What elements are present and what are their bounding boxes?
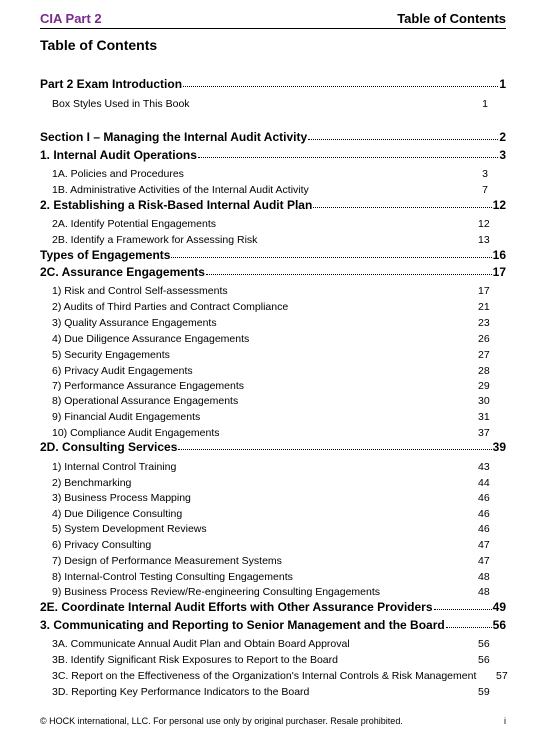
toc-entry-title: 10) Compliance Audit Engagements	[52, 427, 220, 439]
toc-entry[interactable]	[40, 329, 506, 345]
dot-leader	[178, 449, 491, 450]
toc-entry-page: 39	[492, 440, 506, 454]
toc-entry-title: 2E. Coordinate Internal Audit Efforts with Other Assurance Providers	[40, 600, 433, 614]
toc-entry[interactable]	[40, 345, 506, 361]
toc-entry[interactable]	[40, 196, 506, 212]
toc-entry[interactable]	[40, 376, 506, 392]
toc-entry-page: 56	[478, 638, 490, 650]
toc-entry-page: 31	[478, 411, 490, 423]
toc-entry-title: 1A. Policies and Procedures	[52, 168, 184, 180]
toc-entry-title: 1) Risk and Control Self-assessments	[52, 285, 228, 297]
copyright-text: © HOCK international, LLC. For personal use only by original purchaser. Resale prohibited.	[40, 716, 403, 726]
toc-entry-title: 8) Operational Assurance Engagements	[52, 395, 239, 407]
toc-entry-title: 1. Internal Audit Operations	[40, 148, 197, 162]
toc-entry-title: 9) Business Process Review/Re-engineering Consulting Engagements	[52, 586, 381, 598]
toc-entry-title: 9) Financial Audit Engagements	[52, 411, 201, 423]
toc-entry-page: 2	[499, 130, 506, 144]
toc-entry-page: 37	[478, 427, 490, 439]
toc-entry-title: 3) Business Process Mapping	[52, 492, 191, 504]
toc-entry-page: 56	[492, 618, 506, 632]
toc-entry-title: 5) Security Engagements	[52, 349, 170, 361]
toc-entry[interactable]	[40, 94, 506, 110]
dot-leader	[313, 207, 491, 208]
toc-entry[interactable]	[40, 423, 506, 439]
dot-leader	[171, 257, 491, 258]
toc-entry-title: 3C. Report on the Effectiveness of the Organization's Internal Controls & Risk Management	[52, 670, 477, 682]
toc-entry-title: 3) Quality Assurance Engagements	[52, 317, 217, 329]
toc-entry-page: 1	[482, 98, 488, 110]
section-title: Table of Contents	[397, 11, 506, 26]
toc-entry-title: Part 2 Exam Introduction	[40, 77, 183, 91]
toc-entry[interactable]	[40, 230, 506, 246]
toc-entry[interactable]	[40, 246, 506, 262]
toc-entry-page: 16	[492, 248, 506, 262]
toc-entry-title: 3. Communicating and Reporting to Senior Management and the Board	[40, 618, 445, 632]
toc-entry-title: 2C. Assurance Engagements	[40, 265, 205, 279]
toc-entry[interactable]	[40, 361, 506, 377]
toc-entry[interactable]	[40, 567, 506, 583]
toc-entry-title: Types of Engagements	[40, 248, 171, 262]
toc-entry[interactable]	[40, 128, 506, 144]
toc-entry[interactable]	[40, 457, 506, 473]
toc-entry[interactable]	[40, 297, 506, 313]
toc-entry[interactable]	[40, 616, 506, 632]
page-header	[40, 10, 506, 29]
toc-entry-page: 44	[478, 477, 490, 489]
dot-leader	[183, 86, 498, 87]
toc-entry[interactable]	[40, 682, 506, 698]
toc-entry[interactable]	[40, 407, 506, 423]
toc-entry-title: 2A. Identify Potential Engagements	[52, 218, 217, 230]
toc-entry-page: 48	[478, 571, 490, 583]
dot-leader	[198, 157, 498, 158]
toc-entry[interactable]	[40, 473, 506, 489]
toc-entry-title: 4) Due Diligence Consulting	[52, 508, 183, 520]
toc-entry-page: 47	[478, 555, 490, 567]
toc-entry-title: 2) Benchmarking	[52, 477, 132, 489]
toc-entry-page: 27	[478, 349, 490, 361]
toc-entry-page: 12	[478, 218, 490, 230]
toc-entry-page: 17	[492, 265, 506, 279]
toc-entry[interactable]	[40, 519, 506, 535]
toc-entry-title: 7) Design of Performance Measurement Systems	[52, 555, 282, 567]
toc-entry-title: 2) Audits of Third Parties and Contract Compliance	[52, 301, 289, 313]
toc-entry-title: 3A. Communicate Annual Audit Plan and Obtain Board Approval	[52, 638, 350, 650]
toc-entry-title: 3B. Identify Significant Risk Exposures to Report to the Board	[52, 654, 338, 666]
toc-entry[interactable]	[40, 504, 506, 520]
toc-entry-page: 17	[478, 285, 490, 297]
toc-entry[interactable]	[40, 650, 506, 666]
page-number: i	[504, 716, 506, 726]
toc-entry[interactable]	[40, 598, 506, 614]
toc-entry-title: 4) Due Diligence Assurance Engagements	[52, 333, 250, 345]
toc-entry-title: 3D. Reporting Key Performance Indicators to the Board	[52, 686, 310, 698]
dot-leader	[446, 627, 492, 628]
toc-entry-page: 57	[496, 670, 508, 682]
dot-leader	[308, 139, 498, 140]
toc-entry-title: Section I – Managing the Internal Audit Activity	[40, 130, 308, 144]
toc-entry-page: 28	[478, 365, 490, 377]
toc-entry-title: 2D. Consulting Services	[40, 440, 178, 454]
toc-entry-page: 49	[492, 600, 506, 614]
toc-entry-page: 48	[478, 586, 490, 598]
toc-entry-title: 2B. Identify a Framework for Assessing Risk	[52, 234, 258, 246]
book-title: CIA Part 2	[40, 11, 102, 26]
toc-entry-page: 26	[478, 333, 490, 345]
toc-entry-title: Box Styles Used in This Book	[52, 98, 190, 110]
toc-entry-page: 46	[478, 492, 490, 504]
toc-entry[interactable]	[40, 180, 506, 196]
toc-entry-title: 2. Establishing a Risk-Based Internal Audit Plan	[40, 198, 313, 212]
dot-leader	[206, 274, 492, 275]
toc-entry[interactable]	[40, 281, 506, 297]
toc-entry[interactable]	[40, 391, 506, 407]
toc-entry-page: 3	[499, 148, 506, 162]
toc-entry-page: 56	[478, 654, 490, 666]
toc-entry-title: 6) Privacy Consulting	[52, 539, 152, 551]
toc-entry-page: 13	[478, 234, 490, 246]
toc-entry-page: 43	[478, 461, 490, 473]
toc-entry-title: 7) Performance Assurance Engagements	[52, 380, 245, 392]
toc-entry[interactable]	[40, 263, 506, 279]
page-title: Table of Contents	[40, 37, 158, 53]
toc-entry[interactable]	[40, 75, 506, 91]
toc-entry[interactable]	[40, 582, 506, 598]
toc-entry-page: 7	[482, 184, 488, 196]
page-footer	[40, 716, 506, 726]
toc-entry-title: 8) Internal-Control Testing Consulting Engagements	[52, 571, 293, 583]
toc-entry[interactable]	[40, 488, 506, 504]
toc-entry-title: 1) Internal Control Training	[52, 461, 177, 473]
toc-entry-page: 29	[478, 380, 490, 392]
toc-entry[interactable]	[40, 634, 506, 650]
toc-entry-page: 46	[478, 508, 490, 520]
toc-entry[interactable]	[40, 313, 506, 329]
toc-entry-page: 47	[478, 539, 490, 551]
toc-entry-title: 1B. Administrative Activities of the Internal Audit Activity	[52, 184, 309, 196]
toc-entry-title: 5) System Development Reviews	[52, 523, 207, 535]
toc-entry-page: 12	[492, 198, 506, 212]
toc-entry[interactable]	[40, 666, 506, 682]
toc-entry[interactable]	[40, 146, 506, 162]
toc-entry-page: 1	[499, 77, 506, 91]
toc-entry-page: 46	[478, 523, 490, 535]
toc-entry[interactable]	[40, 164, 506, 180]
toc-entry[interactable]	[40, 214, 506, 230]
toc-entry[interactable]	[40, 551, 506, 567]
toc-entry[interactable]	[40, 438, 506, 454]
toc-entry-page: 59	[478, 686, 490, 698]
toc-entry[interactable]	[40, 535, 506, 551]
toc-entry-page: 3	[482, 168, 488, 180]
toc-entry-title: 6) Privacy Audit Engagements	[52, 365, 193, 377]
toc-entry-page: 21	[478, 301, 490, 313]
toc-entry-page: 23	[478, 317, 490, 329]
dot-leader	[434, 609, 492, 610]
toc-entry-page: 30	[478, 395, 490, 407]
